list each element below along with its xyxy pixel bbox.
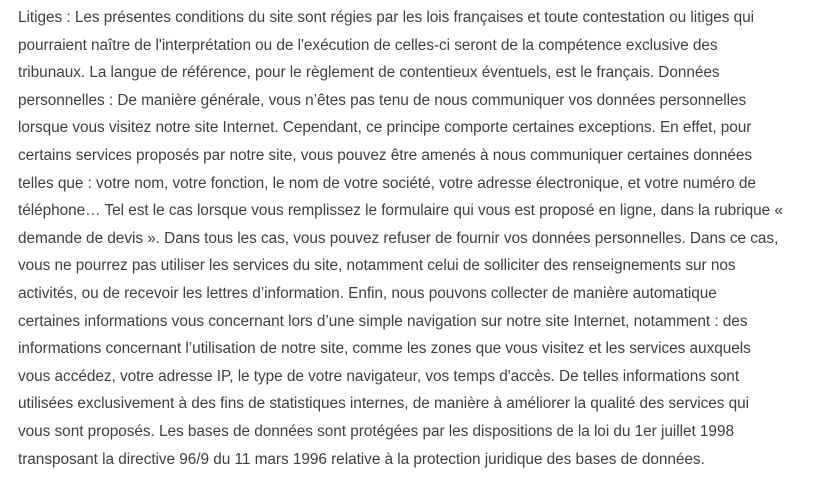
text-line: vous sont proposés. Les bases de données sont protégées par les dispositions de la loi du 1er juillet 1998 [18,422,734,440]
text-line: certaines informations vous concernant lors d’une simple navigation sur notre site Internet, notamment : des [18,312,748,330]
text-line: personnelles : De manière générale, vous n’êtes pas tenu de nous communiquer vos données personnelles [18,91,747,109]
text-line: certains services proposés par notre site, vous pouvez être amenés à nous communiquer certaines données [18,146,753,164]
text-line: demande de devis ». Dans tous les cas, vous pouvez refuser de fournir vos données personnelles. Dans ce cas, [18,229,779,247]
text-line: activités, ou de recevoir les lettres d’information. Enfin, nous pouvons collecter de manière automatique [18,284,717,302]
text-line: telles que : votre nom, votre fonction, le nom de votre société, votre adresse électronique, et votre numéro de [18,174,756,192]
text-line: transposant la directive 96/9 du 11 mars 1996 relative à la protection juridique des bases de données. [18,450,705,468]
text-line: informations concernant l’utilisation de notre site, comme les zones que vous visitez et les services auxquels [18,340,751,358]
text-line: lorsque vous visitez notre site Internet. Cependant, ce principe comporte certaines exceptions. En effet, pour [18,119,752,137]
text-line: tribunaux. La langue de référence, pour le règlement de contentieux éventuels, est le français. Données [18,64,720,82]
text-line: pourraient naître de l'interprétation ou de l'exécution de celles-ci seront de la compétence exclusive des [18,36,718,54]
text-line: vous ne pourrez pas utiliser les services du site, notamment celui de solliciter des renseignements sur nos [18,257,736,275]
text-line: vous accédez, votre adresse IP, le type de votre navigateur, vos temps d'accès. De telles informations sont [18,367,740,385]
text-line: téléphone… Tel est le cas lorsque vous remplissez le formulaire qui vous est proposé en ligne, dans la rubrique « [18,202,783,220]
legal-text-paragraph [18,4,826,473]
text-line: utilisées exclusivement à des fins de statistiques internes, de manière à améliorer la qualité des services qui [18,395,750,413]
text-line: Litiges : Les présentes conditions du site sont régies par les lois françaises et toute contestation ou litiges qui [18,9,754,26]
